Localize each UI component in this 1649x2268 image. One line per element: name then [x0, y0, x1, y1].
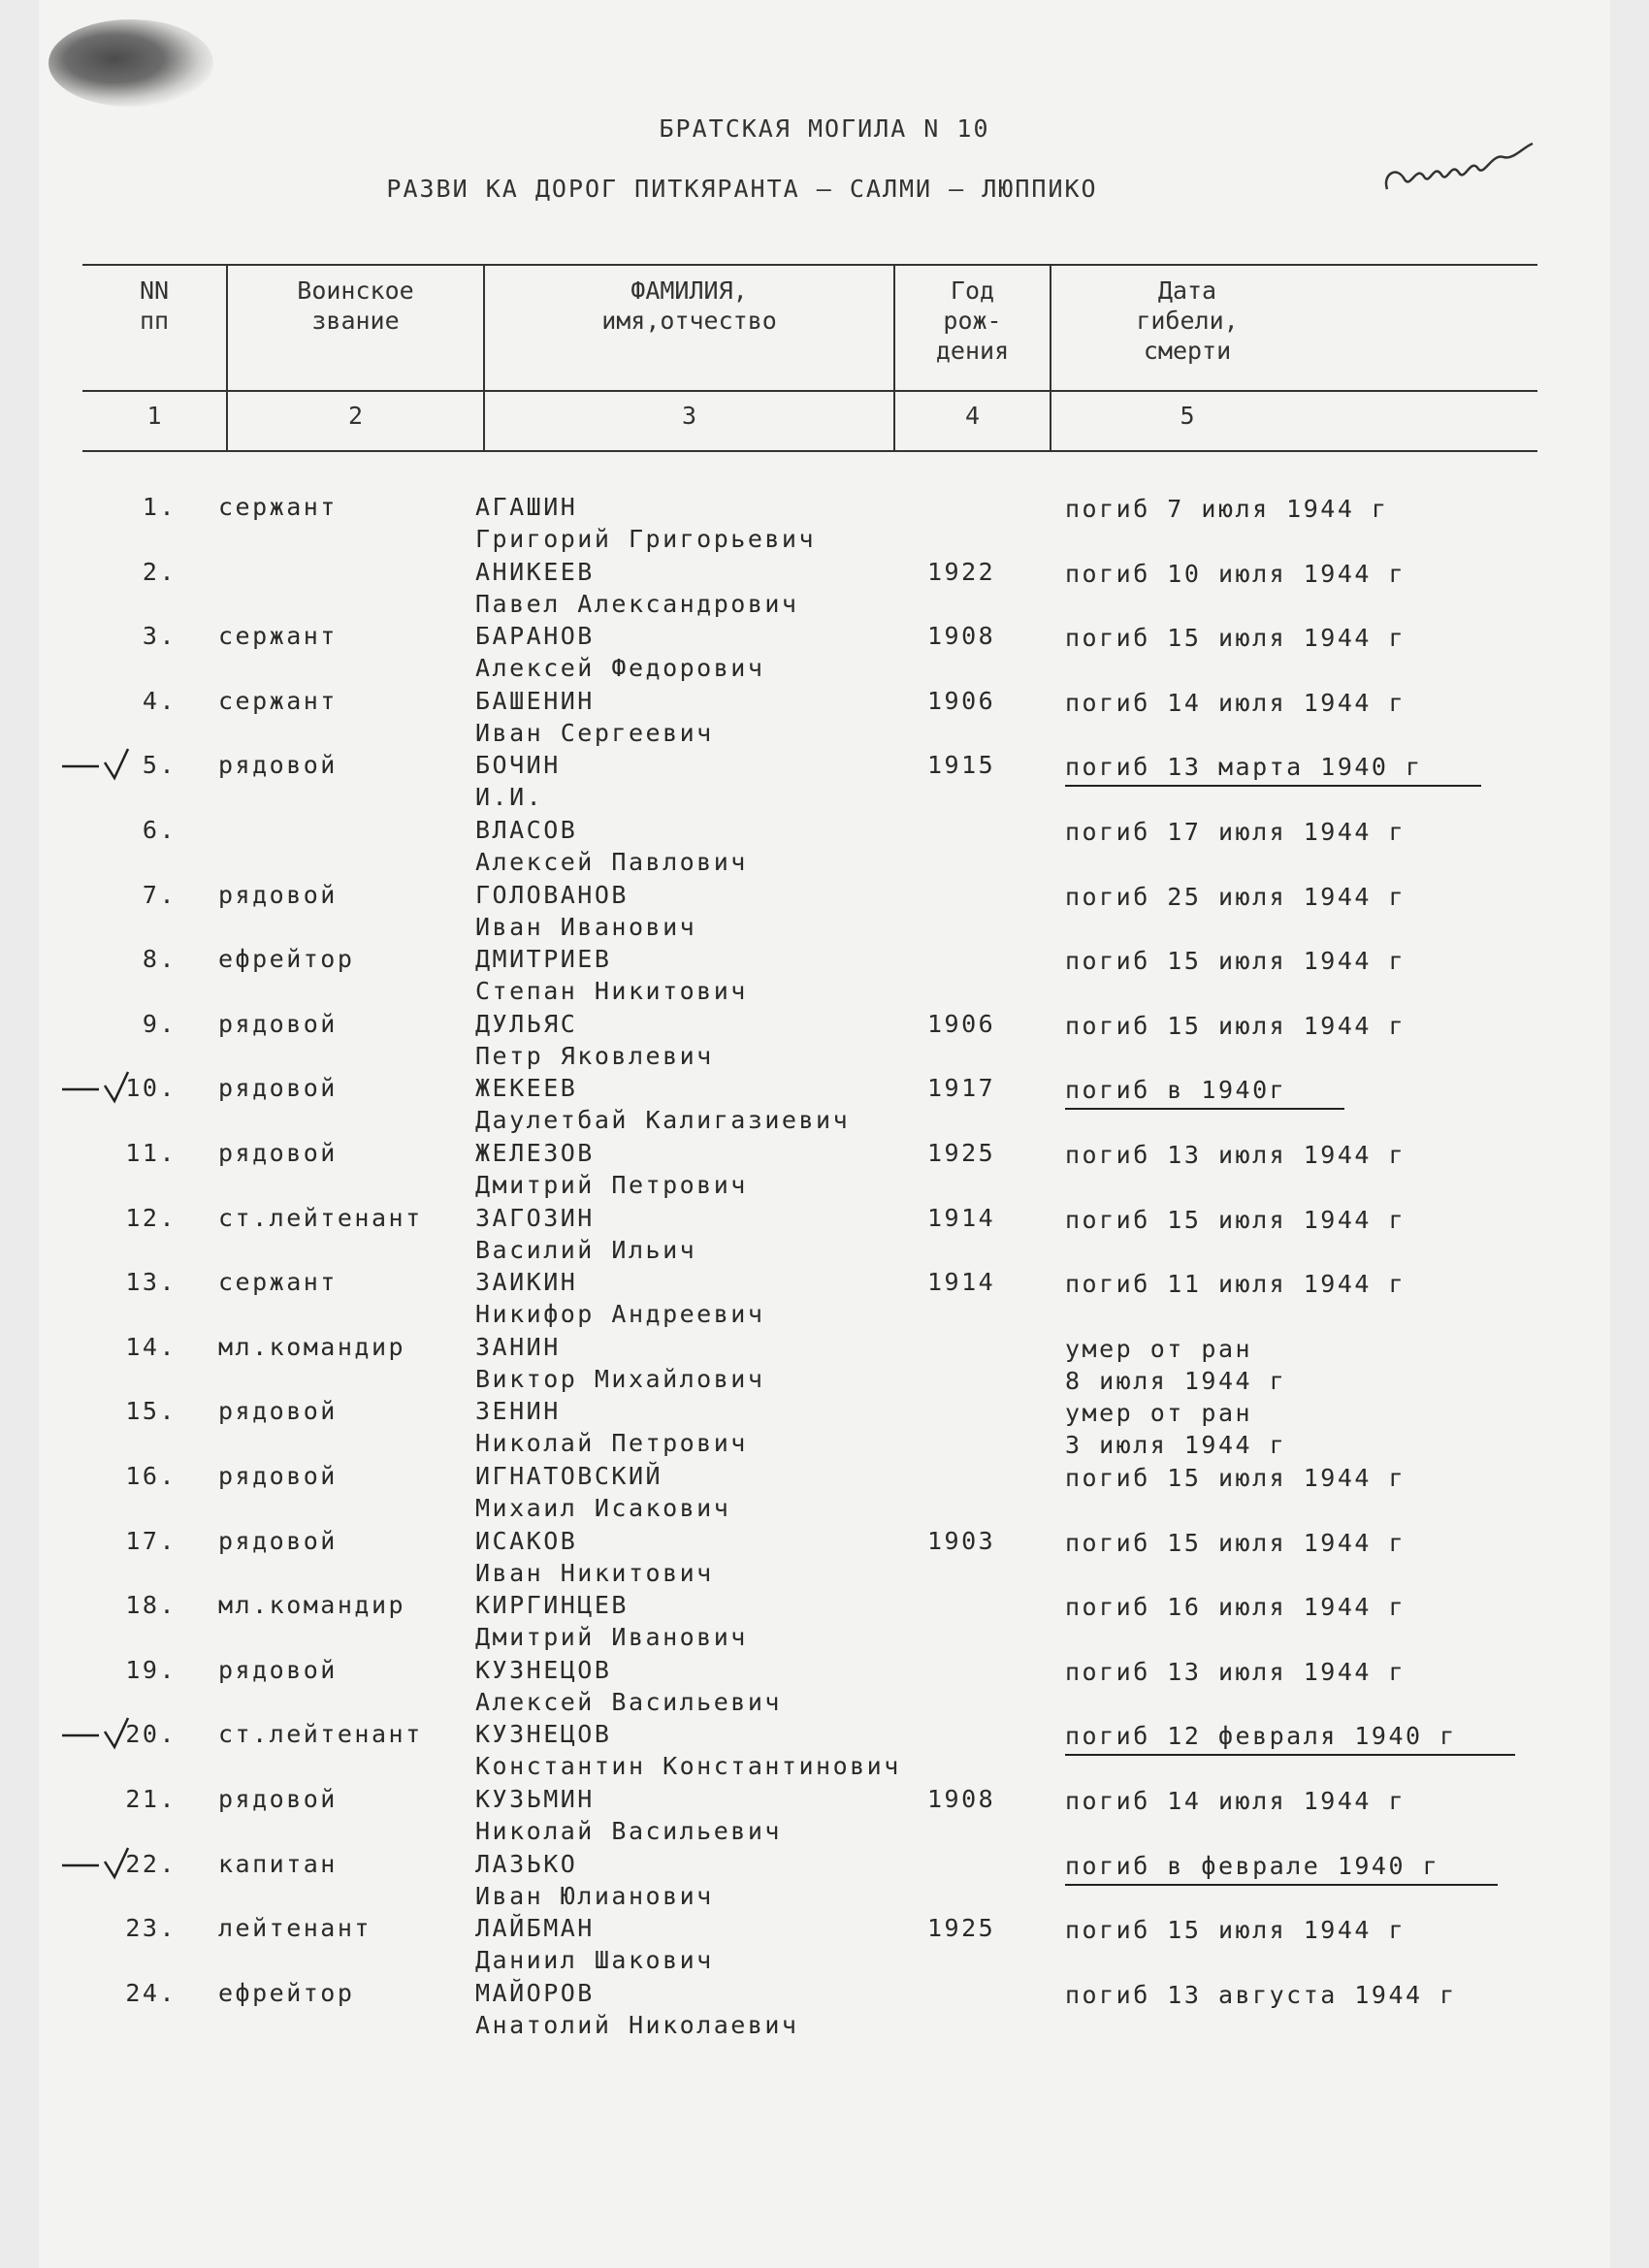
row-surname: ИСАКОВ: [475, 1527, 578, 1555]
row-given-name: Михаил Исакович: [475, 1494, 731, 1522]
row-given-name: Даулетбай Калигазиевич: [475, 1106, 851, 1134]
table-row: [0, 1591, 1649, 1655]
row-given-name: Никифор Андреевич: [475, 1300, 765, 1328]
row-number: 24.: [125, 1979, 177, 2007]
row-given-name: Константин Константинович: [475, 1752, 901, 1780]
row-rank: рядовой: [218, 1397, 338, 1425]
row-rank: рядовой: [218, 881, 338, 909]
check-mark-icon: [60, 1068, 147, 1107]
table-row: [0, 1720, 1649, 1784]
row-given-name: И.И.: [475, 783, 544, 811]
row-birth-year: 1908: [927, 622, 996, 650]
header-year: Год рож- дения: [935, 276, 1010, 365]
table-row: [0, 1850, 1649, 1914]
row-rank: ст.лейтенант: [218, 1720, 423, 1748]
row-death-date: погиб 13 марта 1940 г: [1065, 751, 1481, 787]
row-number: 9.: [142, 1010, 177, 1038]
row-given-name: Иван Иванович: [475, 913, 697, 941]
row-number: 22.: [125, 1850, 177, 1878]
check-mark-icon: [60, 745, 147, 784]
row-death-date: погиб 15 июля 1944 г: [1065, 1464, 1406, 1492]
check-mark-icon: [60, 1714, 147, 1753]
row-surname: ЛАЗЬКО: [475, 1850, 578, 1878]
row-death-date: погиб 13 августа 1944 г: [1065, 1981, 1457, 2009]
table-row: [0, 1979, 1649, 2043]
row-death-date: погиб 11 июля 1944 г: [1065, 1270, 1406, 1298]
row-number: 16.: [125, 1462, 177, 1490]
row-number: 23.: [125, 1914, 177, 1942]
row-number: 2.: [142, 558, 177, 586]
row-birth-year: 1906: [927, 1010, 996, 1038]
row-given-name: Анатолий Николаевич: [475, 2011, 799, 2039]
check-mark-icon: [60, 1844, 147, 1883]
row-rank: рядовой: [218, 1656, 338, 1684]
row-given-name: Степан Никитович: [475, 977, 748, 1005]
row-given-name: Даниил Шакович: [475, 1946, 714, 1974]
row-rank: ефрейтор: [218, 945, 355, 973]
row-number: 17.: [125, 1527, 177, 1555]
row-birth-year: 1917: [927, 1074, 996, 1102]
table-header: [82, 264, 1537, 454]
column-number: 2: [347, 402, 364, 430]
row-surname: ДУЛЬЯС: [475, 1010, 578, 1038]
table-row: [0, 1656, 1649, 1720]
row-surname: ГОЛОВАНОВ: [475, 881, 629, 909]
row-given-name: Петр Яковлевич: [475, 1042, 714, 1070]
table-row: [0, 687, 1649, 751]
row-death-date: погиб 15 июля 1944 г: [1065, 624, 1406, 652]
table-row: [0, 1139, 1649, 1203]
table-row: [0, 1268, 1649, 1332]
header-name: ФАМИЛИЯ, имя,отчество: [601, 276, 777, 335]
row-death-date: погиб 15 июля 1944 г: [1065, 1012, 1406, 1040]
column-number: 5: [1180, 402, 1195, 430]
table-row: [0, 1074, 1649, 1138]
row-surname: ЗАИКИН: [475, 1268, 578, 1296]
row-rank: мл.командир: [218, 1333, 406, 1361]
row-death-date: погиб 15 июля 1944 г: [1065, 1529, 1406, 1557]
row-death-date: погиб 17 июля 1944 г: [1065, 818, 1406, 846]
row-number: 21.: [125, 1785, 177, 1813]
row-surname: ЗЕНИН: [475, 1397, 561, 1425]
header-num: NN пп: [139, 276, 170, 335]
row-given-name: Виктор Михайлович: [475, 1365, 765, 1393]
row-given-name: Николай Васильевич: [475, 1817, 782, 1845]
row-rank: рядовой: [218, 1074, 338, 1102]
row-rank: сержант: [218, 622, 338, 650]
row-rank: ефрейтор: [218, 1979, 355, 2007]
row-rank: рядовой: [218, 1527, 338, 1555]
row-surname: ЗАГОЗИН: [475, 1204, 595, 1232]
row-death-date: погиб 16 июля 1944 г: [1065, 1593, 1406, 1621]
row-birth-year: 1925: [927, 1914, 996, 1942]
row-surname: БАРАНОВ: [475, 622, 595, 650]
table-row: [0, 622, 1649, 686]
table-row: [0, 945, 1649, 1009]
row-rank: сержант: [218, 687, 338, 715]
row-number: 10.: [125, 1074, 177, 1102]
table-row: [0, 881, 1649, 945]
row-death-date: погиб в 1940г: [1065, 1074, 1344, 1110]
column-number: 4: [964, 402, 981, 430]
row-rank: мл.командир: [218, 1591, 406, 1619]
row-surname: БОЧИН: [475, 751, 561, 779]
row-number: 6.: [142, 816, 177, 844]
row-rank: капитан: [218, 1850, 338, 1878]
row-death-date: погиб 13 июля 1944 г: [1065, 1658, 1406, 1686]
row-number: 8.: [142, 945, 177, 973]
table-row: [0, 1333, 1649, 1397]
row-number: 13.: [125, 1268, 177, 1296]
row-given-name: Дмитрий Петрович: [475, 1171, 748, 1199]
document-subtitle: РАЗВИ КА ДОРОГ ПИТКЯРАНТА – САЛМИ – ЛЮППИКО: [386, 175, 1098, 203]
row-surname: КУЗНЕЦОВ: [475, 1720, 612, 1748]
row-birth-year: 1903: [927, 1527, 996, 1555]
table-row: [0, 816, 1649, 880]
ink-blot: [48, 19, 213, 107]
handwritten-signature-icon: [1377, 136, 1542, 204]
row-death-date: погиб 13 июля 1944 г: [1065, 1141, 1406, 1169]
row-death-date: погиб 10 июля 1944 г: [1065, 560, 1406, 588]
row-rank: сержант: [218, 1268, 338, 1296]
row-surname: ИГНАТОВСКИЙ: [475, 1462, 663, 1490]
table-row: [0, 558, 1649, 622]
row-surname: МАЙОРОВ: [475, 1979, 595, 2007]
table-row: [0, 1397, 1649, 1461]
row-rank: рядовой: [218, 1785, 338, 1813]
row-number: 18.: [125, 1591, 177, 1619]
table-row: [0, 1010, 1649, 1074]
row-surname: КУЗЬМИН: [475, 1785, 595, 1813]
row-number: 11.: [125, 1139, 177, 1167]
row-death-date: умер от ран 8 июля 1944 г: [1065, 1335, 1287, 1395]
row-death-date: погиб 14 июля 1944 г: [1065, 689, 1406, 717]
row-surname: АГАШИН: [475, 493, 578, 521]
row-number: 5.: [142, 751, 177, 779]
row-birth-year: 1914: [927, 1268, 996, 1296]
row-surname: БАШЕНИН: [475, 687, 595, 715]
row-birth-year: 1925: [927, 1139, 996, 1167]
row-rank: рядовой: [218, 1010, 338, 1038]
row-surname: ДМИТРИЕВ: [475, 945, 612, 973]
row-number: 1.: [142, 493, 177, 521]
table-row: [0, 751, 1649, 815]
document-title: БРАТСКАЯ МОГИЛА N 10: [659, 114, 990, 143]
row-number: 3.: [142, 622, 177, 650]
row-death-date: погиб 12 февраля 1940 г: [1065, 1720, 1515, 1756]
row-birth-year: 1906: [927, 687, 996, 715]
row-given-name: Николай Петрович: [475, 1429, 748, 1457]
row-given-name: Иван Юлианович: [475, 1882, 714, 1910]
row-surname: КИРГИНЦЕВ: [475, 1591, 629, 1619]
table-row: [0, 1462, 1649, 1526]
row-death-date: погиб 15 июля 1944 г: [1065, 1916, 1406, 1944]
row-given-name: Алексей Васильевич: [475, 1688, 782, 1716]
row-rank: рядовой: [218, 1139, 338, 1167]
row-number: 12.: [125, 1204, 177, 1232]
row-surname: АНИКЕЕВ: [475, 558, 595, 586]
table-row: [0, 1204, 1649, 1268]
row-surname: ЗАНИН: [475, 1333, 561, 1361]
row-number: 15.: [125, 1397, 177, 1425]
row-birth-year: 1922: [927, 558, 996, 586]
row-rank: рядовой: [218, 1462, 338, 1490]
row-death-date: погиб 7 июля 1944 г: [1065, 495, 1389, 523]
table-row: [0, 1527, 1649, 1591]
row-death-date: погиб 25 июля 1944 г: [1065, 883, 1406, 911]
row-number: 19.: [125, 1656, 177, 1684]
row-given-name: Алексей Павлович: [475, 848, 748, 876]
row-given-name: Алексей Федорович: [475, 654, 765, 682]
row-surname: ЖЕКЕЕВ: [475, 1074, 578, 1102]
row-death-date: погиб 15 июля 1944 г: [1065, 947, 1406, 975]
row-birth-year: 1914: [927, 1204, 996, 1232]
row-given-name: Павел Александрович: [475, 590, 799, 618]
row-rank: лейтенант: [218, 1914, 372, 1942]
column-number: 3: [681, 402, 697, 430]
row-surname: ЖЕЛЕЗОВ: [475, 1139, 595, 1167]
row-birth-year: 1908: [927, 1785, 996, 1813]
row-surname: ВЛАСОВ: [475, 816, 578, 844]
row-surname: КУЗНЕЦОВ: [475, 1656, 612, 1684]
row-number: 7.: [142, 881, 177, 909]
column-number: 1: [146, 402, 162, 430]
row-rank: ст.лейтенант: [218, 1204, 423, 1232]
header-date: Дата гибели, смерти: [1136, 276, 1239, 365]
row-number: 4.: [142, 687, 177, 715]
row-given-name: Иван Никитович: [475, 1559, 714, 1587]
row-death-date: погиб 15 июля 1944 г: [1065, 1206, 1406, 1234]
table-row: [0, 1785, 1649, 1849]
row-given-name: Григорий Григорьевич: [475, 525, 817, 553]
table-row: [0, 1914, 1649, 1978]
row-birth-year: 1915: [927, 751, 996, 779]
row-surname: ЛАЙБМАН: [475, 1914, 595, 1942]
header-rank: Воинское звание: [297, 276, 414, 335]
row-given-name: Иван Сергеевич: [475, 719, 714, 747]
row-given-name: Василий Ильич: [475, 1236, 697, 1264]
row-given-name: Дмитрий Иванович: [475, 1623, 748, 1651]
row-number: 14.: [125, 1333, 177, 1361]
row-death-date: умер от ран 3 июля 1944 г: [1065, 1399, 1287, 1459]
row-rank: рядовой: [218, 751, 338, 779]
row-number: 20.: [125, 1720, 177, 1748]
row-death-date: погиб в феврале 1940 г: [1065, 1850, 1498, 1886]
row-rank: сержант: [218, 493, 338, 521]
table-row: [0, 493, 1649, 557]
row-death-date: погиб 14 июля 1944 г: [1065, 1787, 1406, 1815]
